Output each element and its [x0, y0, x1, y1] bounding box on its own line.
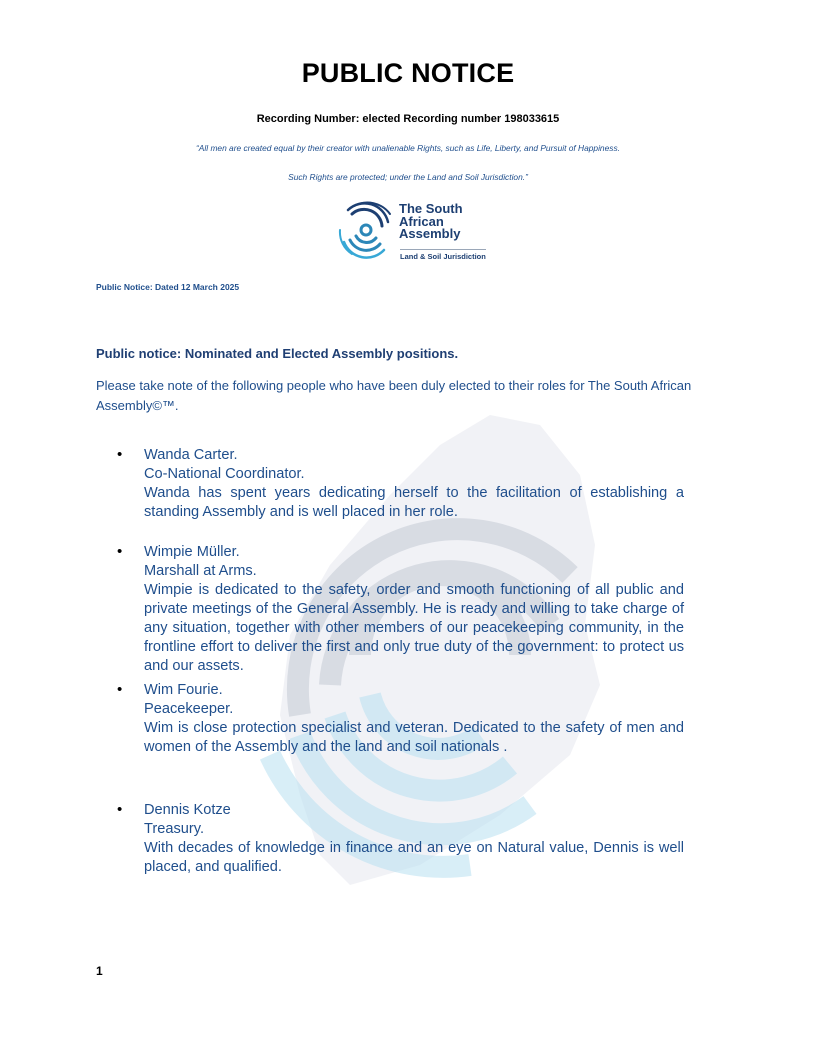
bullet-icon: • [117, 446, 123, 463]
person-role: Treasury. [144, 821, 205, 837]
bullet-icon: • [117, 681, 123, 698]
intro-paragraph: Please take note of the following people who have been duly elected to their roles for The South African Assembly©™. [96, 378, 692, 413]
person-role: Marshall at Arms. [144, 563, 257, 579]
logo-line-1: The South [399, 201, 463, 216]
quote-line-1: “All men are created equal by their creator with unalienable Rights, such as Life, Liberty, and Pursuit of Happiness. [196, 143, 620, 153]
bullet-icon: • [117, 801, 123, 818]
person-description: With decades of knowledge in finance and an eye on Natural value, Dennis is well placed, and qualified. [144, 840, 684, 875]
person-name: Wimpie Müller. [144, 544, 240, 560]
person-description: Wim is close protection specialist and veteran. Dedicated to the safety of men and women of the Assembly and the land and soil nationals . [144, 720, 684, 755]
logo-subtitle: Land & Soil Jurisdiction [400, 249, 486, 261]
quote-line-2: Such Rights are protected; under the Land and Soil Jurisdiction.” [288, 172, 528, 182]
person-name: Dennis Kotze [144, 802, 231, 818]
logo-line-3: Assembly [399, 226, 461, 241]
logo-line-2: African [399, 213, 444, 229]
bullet-icon: • [117, 543, 123, 560]
page-title: PUBLIC NOTICE [301, 58, 515, 88]
person-description: Wimpie is dedicated to the safety, order and smooth functioning of all public and private meetings of the General Assembly. He is ready and willing to take charge of any situation, together with other members of our peacekeeping community, in the frontline effort to deliver the first and only true duty of the government: to protect us and our assets. [144, 582, 684, 674]
person-name: Wim Fourie. [144, 682, 223, 698]
person-name: Wanda Carter. [144, 447, 238, 463]
person-description: Wanda has spent years dedicating herself to the facilitation of establishing a standing Assembly and is well placed in her role. [144, 485, 684, 520]
notice-date: Public Notice: Dated 12 March 2025 [96, 282, 240, 292]
section-heading: Public notice: Nominated and Elected Assembly positions. [96, 346, 459, 361]
recording-number: Recording Number: elected Recording number 198033615 [256, 113, 560, 125]
page-number: 1 [96, 964, 103, 978]
person-role: Co-National Coordinator. [144, 466, 305, 482]
logo-text [399, 203, 463, 241]
person-role: Peacekeeper. [144, 701, 234, 717]
